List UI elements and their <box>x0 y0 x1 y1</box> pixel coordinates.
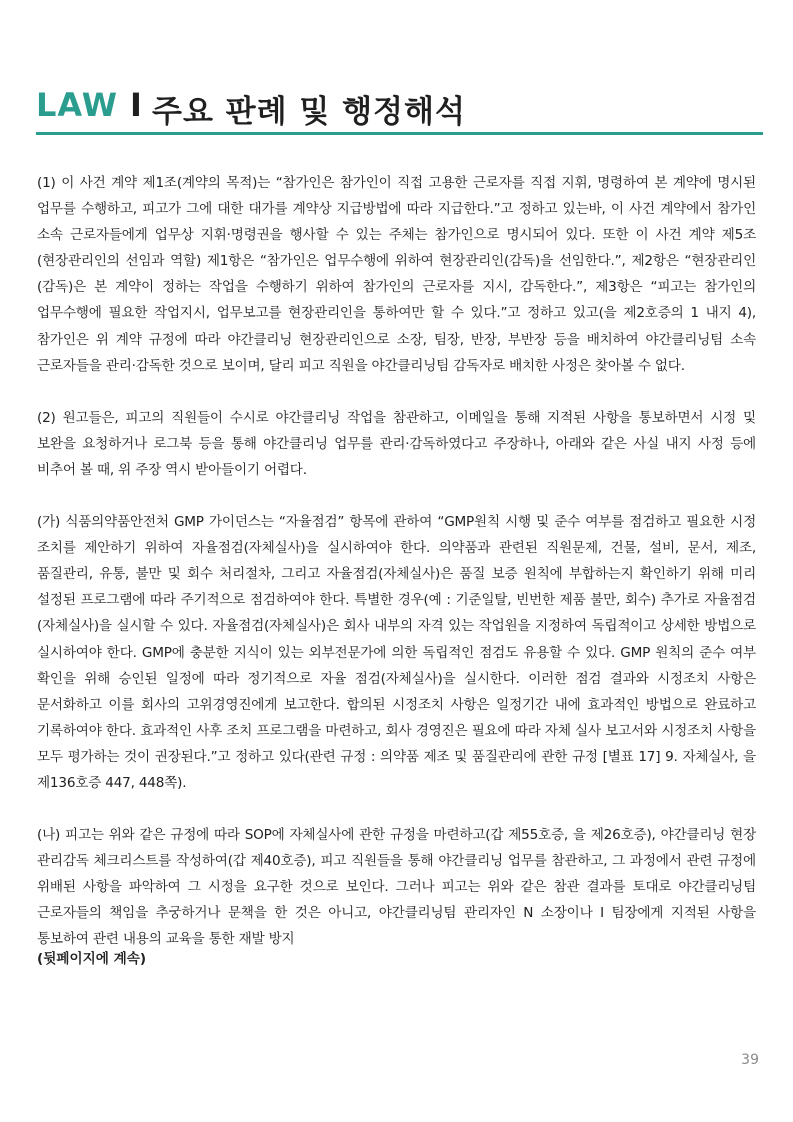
header-separator: I <box>130 86 142 124</box>
paragraph-2: (2) 원고들은, 피고의 직원들이 수시로 야간클리닝 작업을 참관하고, 이메일을 통해 지적된 사항을 통보하면서 시정 및 보완을 요청하거나 로그북 등을 통해 야간클리닝 업무를 관리·감독하였다고 주장하나, 아래와 같은 사실 내지 사정 등에 비추어 볼 때, 위 주장 역시 받아들이기 어렵다. <box>37 409 756 478</box>
page-title: 주요 판례 및 행정해석 <box>152 94 466 130</box>
header-divider <box>36 132 763 135</box>
paragraph-4: (나) 피고는 위와 같은 규정에 따라 SOP에 자체실사에 관한 규정을 마련하고(갑 제55호증, 을 제26호증), 야간클리닝 현장 관리감독 체크리스트를 작성하여(갑 제40호증), 피고 직원들을 통해 야간클리닝 업무를 참관하고, 그 과정에서 관련 규정에 위배된 사항을 파악하여 그 시정을 요구한 것으로 보인다. 그러나 피고는 위와 같은 참관 결과를 토대로 야간클리닝팀 근로자들의 책임을 추궁하거나 문책을 한 것은 아니고, 야간클리닝팀 관리자인 N 소장이나 I 팀장에게 지적된 사항을 통보하여 관련 내용의 교육을 통한 재발 방지 <box>37 827 756 948</box>
document-body <box>37 170 756 968</box>
page-number: 39 <box>741 1052 759 1068</box>
paragraph-3: (가) 식품의약품안전처 GMP 가이던스는 “자율점검” 항목에 관하여 “GMP원칙 시행 및 준수 여부를 점검하고 필요한 시정 조치를 제안하기 위하여 자율점검(자체실사)을 실시하여야 한다. 의약품과 관련된 직원문제, 건물, 설비, 문서, 제조, 품질관리, 유통, 불만 및 회수 처리절차, 그리고 자율점검(자체실사)은 품질 보증 원칙에 부합하는지 확인하기 위해 미리 설정된 프로그램에 따라 주기적으로 점검하여야 한다. 특별한 경우(예 : 기준일탈, 빈번한 제품 불만, 회수) 추가로 자율점검(자체실사)을 실시할 수 있다. 자율점검(자체실사)은 회사 내부의 자격 있는 작업원을 지정하여 독립적이고 상세한 방법으로 실시하여야 한다. GMP에 충분한 지식이 있는 외부전문가에 의한 독립적인 점검도 유용할 수 있다. GMP 원칙의 준수 여부 확인을 위해 승인된 일정에 따라 정기적으로 자율 점검(자체실사)을 실시한다. 이러한 점검 결과와 시정조치 사항은 문서화하고 이를 회사의 고위경영진에게 보고한다. 합의된 시정조치 사항은 일정기간 내에 효과적인 방법으로 완료하고 기록하여야 한다. 효과적인 사후 조치 프로그램을 마련하고, 회사 경영진은 필요에 따라 자체 실사 보고서와 시정조치 사항을 모두 평가하는 것이 권장된다.”고 정하고 있다(관련 규정 : 의약품 제조 및 품질관리에 관한 규정 [별표 17] 9. 자체실사, 을 제136호증 447, 448쪽). <box>37 514 756 791</box>
paragraph-1: (1) 이 사건 계약 제1조(계약의 목적)는 “참가인은 참가인이 직접 고용한 근로자를 직접 지휘, 명령하여 본 계약에 명시된 업무를 수행하고, 피고가 그에 대한 대가를 계약상 지급방법에 따라 지급한다.”고 정하고 있는바, 이 사건 계약에서 참가인 소속 근로자들에게 업무상 지휘·명령권을 행사할 수 있는 주체는 참가인으로 명시되어 있다. 또한 이 사건 계약 제5조(현장관리인의 선임과 역할) 제1항은 “참가인은 업무수행에 위하여 현장관리인(감독)을 선임한다.”, 제2항은 “현장관리인(감독)은 본 계약이 정하는 작업을 수행하기 위하여 참가인의 근로자를 지시, 감독한다.”, 제3항은 “피고는 참가인의 업무수행에 필요한 작업지시, 업무보고를 현장관리인을 통하여만 할 수 있다.”고 정하고 있고(을 제2호증의 1 내지 4), 참가인은 위 계약 규정에 따라 야간클리닝 현장관리인으로 소장, 팀장, 반장, 부반장 등을 배치하여 야간클리닝팀 소속 근로자들을 관리·감독한 것으로 보이며, 달리 피고 직원을 야간클리닝팀 감독자로 배치한 사정은 찾아볼 수 없다. <box>37 175 756 374</box>
section-brand: LAW <box>36 86 119 124</box>
continued-note: (뒷페이지에 계속) <box>37 950 147 967</box>
page-header <box>36 84 763 132</box>
